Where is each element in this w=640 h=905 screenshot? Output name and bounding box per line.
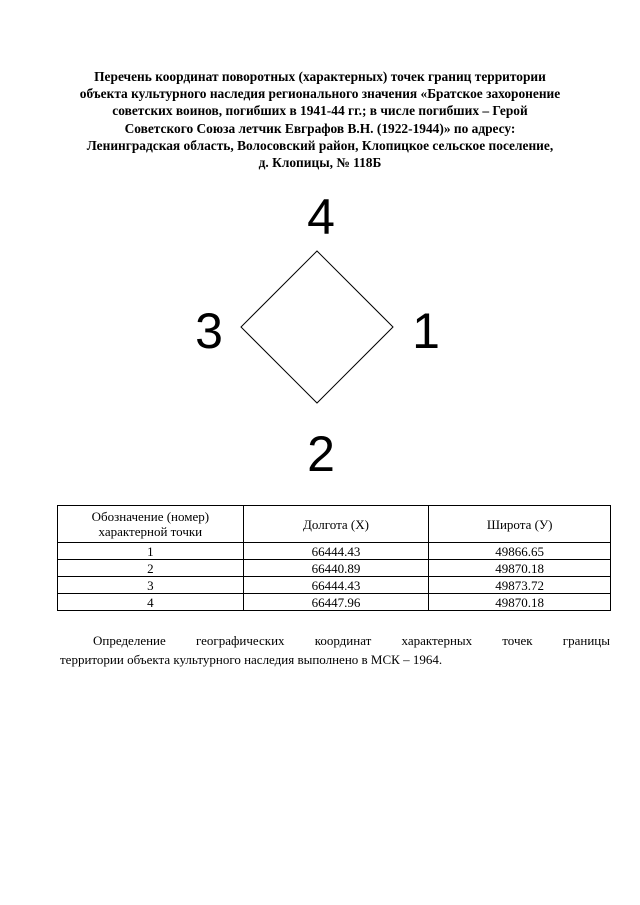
cell-latitude: 49866.65	[429, 543, 611, 560]
note-word: точек	[502, 633, 533, 648]
cell-point-number: 4	[58, 594, 244, 611]
note-word: координат	[314, 633, 372, 648]
cell-point-number: 3	[58, 577, 244, 594]
point-label-2: 2	[307, 426, 335, 482]
document-title	[60, 68, 580, 171]
title-line: Советского Союза летчик Евграфов В.Н. (1922-1944)» по адресу:	[124, 120, 516, 136]
note-word: Определение	[93, 633, 166, 648]
coordinates-table	[57, 505, 611, 611]
title-line: д. Клопицы, № 118Б	[258, 155, 382, 171]
coordinate-system-note	[60, 631, 610, 669]
table-row	[58, 543, 611, 560]
note-word: географических	[195, 633, 285, 648]
cell-point-number: 2	[58, 560, 244, 577]
title-line: Перечень координат поворотных (характерных) точек границ территории	[94, 69, 546, 84]
header-latitude: Широта (У)	[429, 506, 611, 543]
table-header-row	[58, 506, 611, 543]
point-label-3: 3	[195, 303, 223, 359]
table-row	[58, 577, 611, 594]
table-row	[58, 560, 611, 577]
table-row	[58, 594, 611, 611]
note-line	[60, 631, 610, 650]
title-line: Ленинградская область, Волосовский район, Клопицкое сельское поселение,	[86, 137, 554, 153]
header-longitude: Долгота (X)	[243, 506, 429, 543]
header-point-number: Обозначение (номер) характерной точки	[58, 506, 244, 543]
cell-longitude: 66440.89	[243, 560, 429, 577]
title-line: объекта культурного наследия регионального значения «Братское захоронение	[79, 86, 561, 102]
cell-latitude: 49873.72	[429, 577, 611, 594]
cell-longitude: 66447.96	[243, 594, 429, 611]
cell-latitude: 49870.18	[429, 594, 611, 611]
boundary-polygon	[241, 251, 393, 403]
cell-point-number: 1	[58, 543, 244, 560]
cell-latitude: 49870.18	[429, 560, 611, 577]
cell-longitude: 66444.43	[243, 577, 429, 594]
title-line: советских воинов, погибших в 1941-44 гг.; в числе погибших – Герой	[112, 103, 528, 119]
note-word: характерных	[401, 633, 473, 648]
point-label-4: 4	[307, 189, 335, 245]
cell-longitude: 66444.43	[243, 543, 429, 560]
point-label-1: 1	[412, 303, 440, 359]
note-line: территории объекта культурного наследия выполнено в МСК – 1964.	[60, 652, 443, 667]
note-word: границы	[562, 633, 610, 648]
